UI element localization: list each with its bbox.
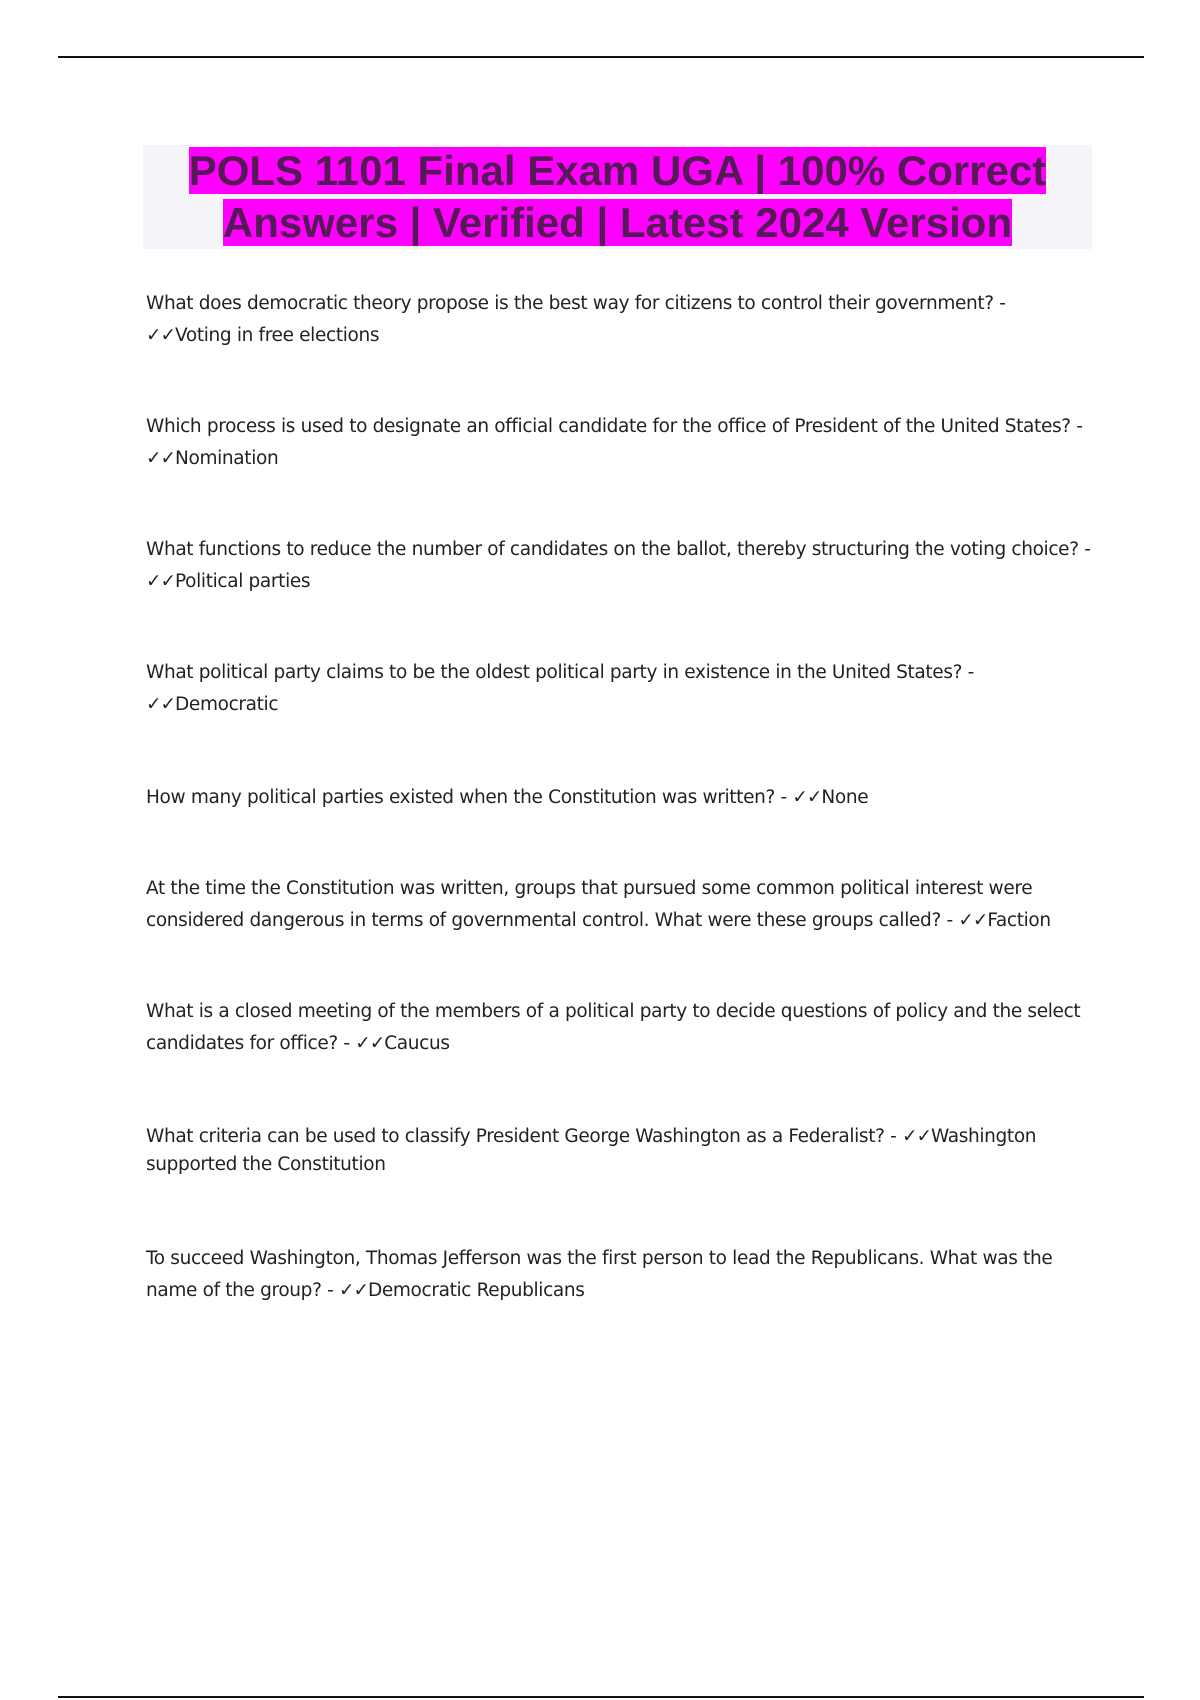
question-text: How many political parties existed when the Constitution was written? - (146, 787, 787, 808)
question-text: What functions to reduce the number of candidates on the ballot, thereby structuring the voting choice? - (146, 539, 1091, 560)
question-text: What criteria can be used to classify President George Washington as a Federalist? - (146, 1126, 897, 1147)
answer-text: Democratic (175, 694, 279, 715)
title-block (143, 145, 1092, 249)
bottom-rule (58, 1696, 1144, 1698)
check-icon: ✓✓ (146, 694, 176, 715)
qa-item (146, 288, 1096, 352)
question-text: What does democratic theory propose is the best way for citizens to control their government? - (146, 293, 1006, 314)
question-text: Which process is used to designate an official candidate for the office of President of the United States? - (146, 416, 1083, 437)
answer-text: Democratic Republicans (367, 1280, 585, 1301)
question-text: To succeed Washington, Thomas Jefferson was the first person to lead the Republicans. What was the name of the group? - (146, 1248, 1053, 1301)
check-icon: ✓✓ (901, 1126, 931, 1147)
qa-item (146, 873, 1096, 937)
answer-text: Caucus (384, 1033, 450, 1054)
question-text: What is a closed meeting of the members of a political party to decide questions of policy and the select candidates for office? - (146, 1001, 1081, 1054)
top-rule (58, 56, 1144, 58)
answer-text: Voting in free elections (175, 325, 380, 346)
question-text: What political party claims to be the oldest political party in existence in the United States? - (146, 662, 974, 683)
qa-item (146, 1243, 1096, 1307)
question-text: At the time the Constitution was written, groups that pursued some common political interest were considered dangerous in terms of governmental control. What were these groups called? - (146, 878, 1033, 931)
check-icon: ✓✓ (146, 448, 176, 469)
qa-item (146, 782, 868, 814)
check-icon: ✓✓ (958, 910, 988, 931)
qa-item (146, 996, 1096, 1060)
answer-text: Washington supported the Constitution (146, 1126, 1037, 1175)
check-icon: ✓✓ (146, 571, 176, 592)
check-icon: ✓✓ (338, 1280, 368, 1301)
answer-text: Nomination (175, 448, 279, 469)
check-icon: ✓✓ (792, 787, 822, 808)
answer-text: Faction (987, 910, 1051, 931)
qa-item (146, 411, 1096, 475)
answer-text: Political parties (175, 571, 311, 592)
answer-text: None (821, 787, 869, 808)
qa-item (146, 657, 1096, 721)
qa-item (146, 534, 1096, 598)
document-title: POLS 1101 Final Exam UGA | 100% Correct Answers | Verified | Latest 2024 Version (188, 147, 1047, 246)
check-icon: ✓✓ (146, 325, 176, 346)
check-icon: ✓✓ (355, 1033, 385, 1054)
qa-item (146, 1123, 1096, 1179)
